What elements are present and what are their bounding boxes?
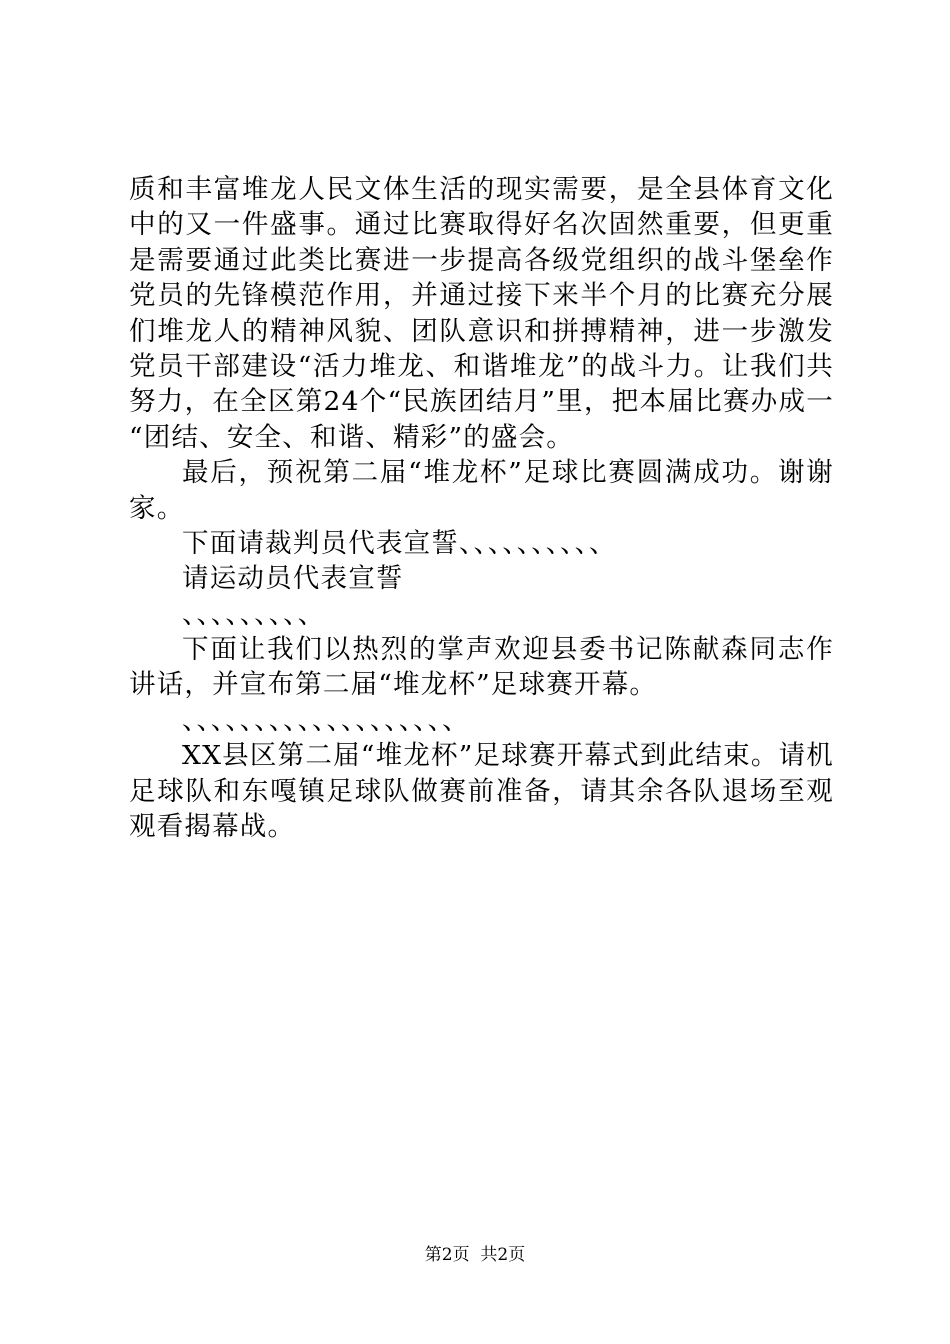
body-line: 努力，在全区第24个“民族团结月”里，把本届比赛办成一 xyxy=(129,386,834,418)
page-footer xyxy=(0,1244,950,1266)
body-line: 观看揭幕战。 xyxy=(129,811,296,843)
body-line: 中的又一件盛事。通过比赛取得好名次固然重要，但更重 xyxy=(129,209,834,241)
body-line: 党员干部建设“活力堆龙、和谐堆龙”的战斗力。让我们共 xyxy=(129,350,834,382)
body-line: 家。 xyxy=(129,492,185,524)
body-line: “团结、安全、和谐、精彩”的盛会。 xyxy=(129,421,574,453)
body-line: XX县区第二届“堆龙杯”足球赛开幕式到此结束。请机 xyxy=(182,740,834,772)
body-line: 足球队和东嘎镇足球队做赛前准备，请其余各队退场至观 xyxy=(129,775,834,807)
body-line: 党员的先锋模范作用，并通过接下来半个月的比赛充分展 xyxy=(129,280,834,312)
document-body xyxy=(129,172,834,844)
footer-separator xyxy=(470,1245,481,1265)
body-line: 质和丰富堆龙人民文体生活的现实需要，是全县体育文化 xyxy=(129,174,834,205)
page-number-total: 共2页 xyxy=(480,1245,526,1265)
body-line: 下面让我们以热烈的掌声欢迎县委书记陈献森同志作 xyxy=(182,634,834,666)
body-line: 最后，预祝第二届“堆龙杯”足球比赛圆满成功。谢谢 xyxy=(182,457,834,489)
body-line: 讲话，并宣布第二届“堆龙杯”足球赛开幕。 xyxy=(129,669,658,701)
body-line: 、、、、、、、、、、、、、、、、、、、 xyxy=(182,704,470,736)
body-line: 、、、、、、、、、 xyxy=(182,598,326,630)
body-line: 请运动员代表宣誓 xyxy=(182,563,404,595)
page-number-current: 第2页 xyxy=(424,1245,470,1265)
body-line: 是需要通过此类比赛进一步提高各级党组织的战斗堡垒作 xyxy=(129,244,834,276)
body-line: 下面请裁判员代表宣誓、、、、、、、、、、 xyxy=(182,527,617,559)
body-line: 们堆龙人的精神风貌、团队意识和拼搏精神，进一步激发 xyxy=(129,315,834,347)
